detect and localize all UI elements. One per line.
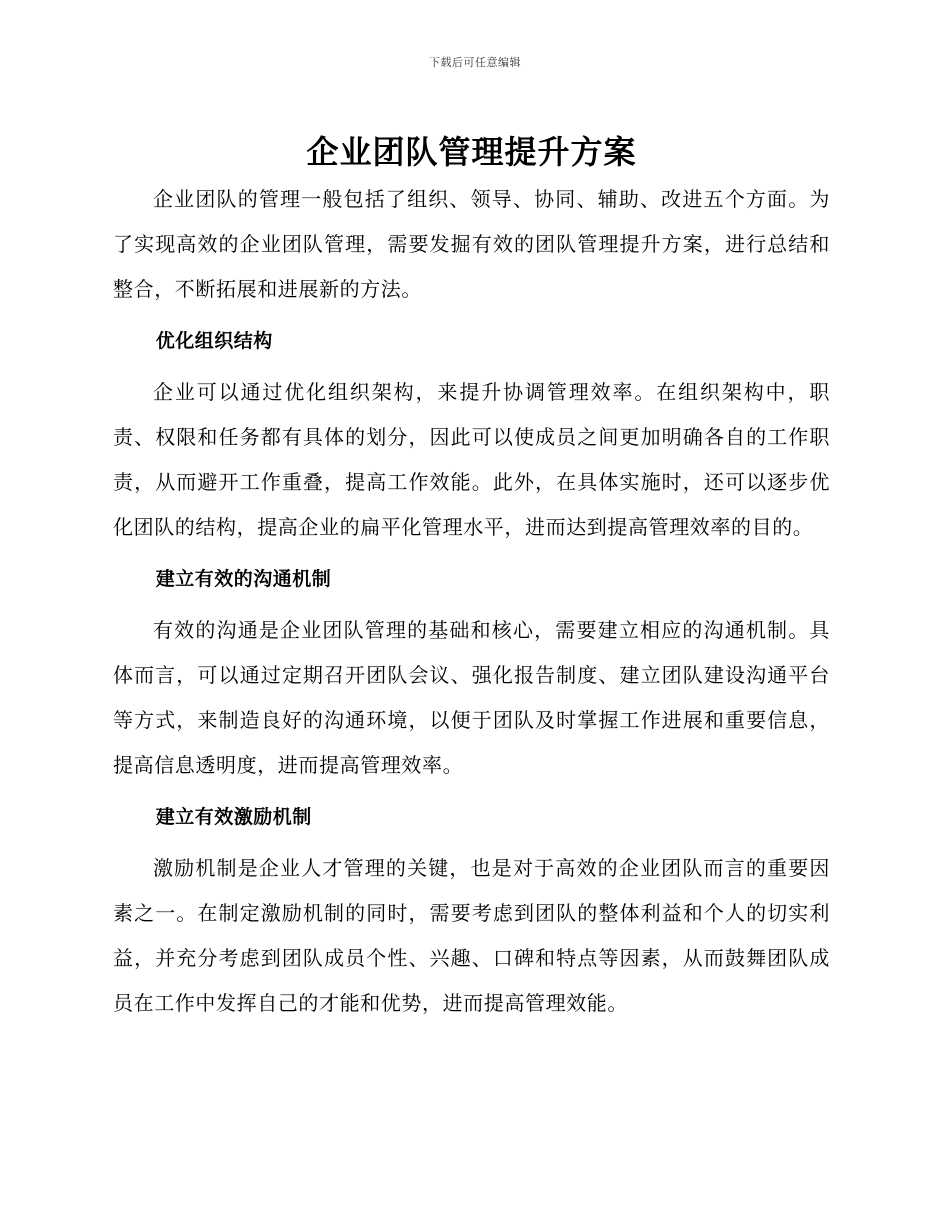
section-communication [113,562,830,788]
document-title: 企业团队管理提升方案 [306,133,637,171]
section-heading: 优化组织结构 [155,330,273,352]
header-note: 下载后可任意编辑 [429,56,521,69]
section-incentive [113,800,830,1026]
section-paragraph: 有效的沟通是企业团队管理的基础和核心，需要建立相应的沟通机制。具体而言，可以通过定期召开团队会议、强化报告制度、建立团队建设沟通平台等方式，来制造良好的沟通环境，以便于团队及时掌握工作进展和重要信息，提高信息透明度，进而提高管理效率。 [113,618,830,777]
section-organization [113,324,830,550]
section-heading: 建立有效的沟通机制 [155,568,332,590]
section-paragraph: 激励机制是企业人才管理的关键，也是对于高效的企业团队而言的重要因素之一。在制定激励机制的同时，需要考虑到团队的整体利益和个人的切实利益，并充分考虑到团队成员个性、兴趣、口碑和特点等因素，从而鼓舞团队成员在工作中发挥自己的才能和优势，进而提高管理效能。 [113,856,830,1015]
section-heading: 建立有效激励机制 [155,806,312,828]
document-body [113,130,830,1026]
section-paragraph: 企业可以通过优化组织架构，来提升协调管理效率。在组织架构中，职责、权限和任务都有具体的划分，因此可以使成员之间更加明确各自的工作职责，从而避开工作重叠，提高工作效能。此外，在具体实施时，还可以逐步优化团队的结构，提高企业的扁平化管理水平，进而达到提高管理效率的目的。 [113,380,830,539]
intro-paragraph: 企业团队的管理一般包括了组织、领导、协同、辅助、改进五个方面。为了实现高效的企业团队管理，需要发掘有效的团队管理提升方案，进行总结和整合，不断拓展和进展新的方法。 [113,187,830,301]
